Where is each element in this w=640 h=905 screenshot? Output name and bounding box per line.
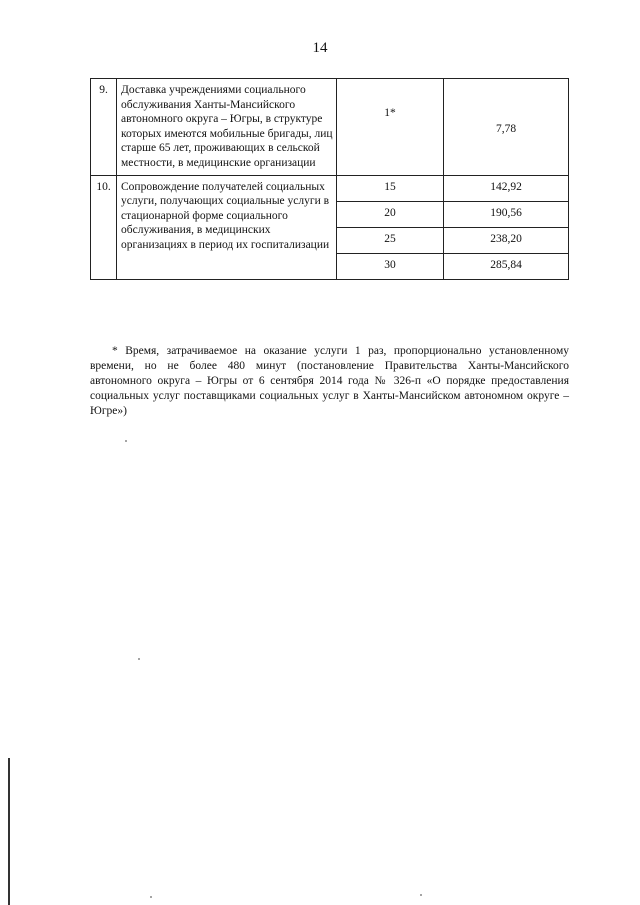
row-number: 10.	[91, 175, 117, 279]
scan-speck	[138, 658, 140, 660]
table-row	[91, 79, 569, 176]
services-table	[90, 78, 569, 280]
service-norm: 7,78	[444, 79, 569, 176]
service-quantity: 20	[337, 201, 444, 227]
service-quantity: 30	[337, 253, 444, 279]
service-quantity: 25	[337, 227, 444, 253]
scan-speck	[420, 894, 422, 896]
service-norm: 142,92	[444, 175, 569, 201]
table-row	[91, 175, 569, 201]
footnote: * Время, затрачиваемое на оказание услуги 1 раз, пропорционально установленному времени, но не более 480 минут (постановление Правительства Ханты-Мансийского автономного округа – Югры от 6 сентября 2014 года № 326-п «О порядке предоставления социальных услуг поставщиками социальных услуг в Ханты-Мансийском автономном округе – Югре»)	[90, 345, 569, 417]
page-number: 14	[312, 40, 328, 56]
service-name: Сопровождение получателей социальных услуги, получающих социальные услуги в стационарной форме социального обслуживания, в медицинских организациях в период их госпитализации	[117, 175, 337, 279]
service-name: Доставка учреждениями социального обслуживания Ханты-Мансийского автономного округа – Югры, в структуре которых имеются мобильные бригады, лиц старше 65 лет, проживающих в сельской местности, в медицинские организации	[117, 79, 337, 176]
row-number: 9.	[91, 79, 117, 176]
service-norm: 190,56	[444, 201, 569, 227]
service-norm: 285,84	[444, 253, 569, 279]
service-norm: 238,20	[444, 227, 569, 253]
scan-speck	[125, 440, 127, 442]
scan-margin-line	[8, 758, 10, 905]
service-quantity: 15	[337, 175, 444, 201]
service-quantity: 1*	[337, 79, 444, 176]
scan-speck	[150, 896, 152, 898]
